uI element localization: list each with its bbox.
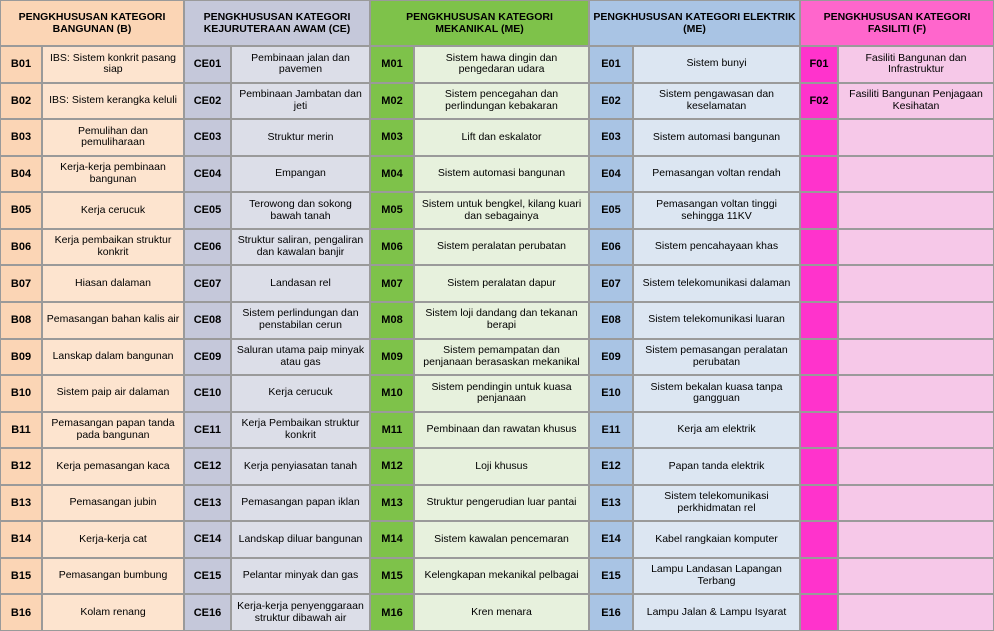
row-code: B09	[0, 339, 42, 376]
row-description: Pemasangan voltan rendah	[633, 156, 800, 193]
row-description: Sistem loji dandang dan tekanan berapi	[414, 302, 589, 339]
table-row	[800, 448, 994, 485]
row-description: Pembinaan Jambatan dan jeti	[231, 83, 370, 120]
row-description: Landskap diluar bangunan	[231, 521, 370, 558]
table-row	[800, 302, 994, 339]
table-row	[184, 521, 370, 558]
category-group-elektrik	[589, 0, 800, 631]
row-description	[838, 339, 994, 376]
row-code: CE05	[184, 192, 231, 229]
row-description: Struktur pengerudian luar pantai	[414, 485, 589, 522]
table-row	[184, 229, 370, 266]
row-description: Papan tanda elektrik	[633, 448, 800, 485]
table-row	[800, 229, 994, 266]
table-row	[184, 46, 370, 83]
rows-kejuruteraan-awam	[184, 46, 370, 631]
table-row	[800, 46, 994, 83]
row-code: CE10	[184, 375, 231, 412]
table-row	[0, 302, 184, 339]
row-description: Sistem pendingin untuk kuasa penjanaan	[414, 375, 589, 412]
row-description: Sistem telekomunikasi dalaman	[633, 265, 800, 302]
table-row	[184, 558, 370, 595]
row-description: Terowong dan sokong bawah tanah	[231, 192, 370, 229]
row-code: CE13	[184, 485, 231, 522]
row-code: M10	[370, 375, 414, 412]
row-description: Pemulihan dan pemuliharaan	[42, 119, 184, 156]
row-description: Struktur saliran, pengaliran dan kawalan banjir	[231, 229, 370, 266]
row-code	[800, 119, 838, 156]
table-row	[589, 375, 800, 412]
row-description	[838, 375, 994, 412]
row-description: Kerja cerucuk	[231, 375, 370, 412]
row-code: E13	[589, 485, 633, 522]
row-code: E15	[589, 558, 633, 595]
table-row	[370, 83, 589, 120]
row-code: E14	[589, 521, 633, 558]
row-code: CE07	[184, 265, 231, 302]
row-description: Sistem perlindungan dan penstabilan cerun	[231, 302, 370, 339]
row-description: Sistem pemasangan peralatan perubatan	[633, 339, 800, 376]
row-code: M11	[370, 412, 414, 449]
row-code: CE04	[184, 156, 231, 193]
table-row	[0, 83, 184, 120]
row-code	[800, 521, 838, 558]
table-row	[370, 46, 589, 83]
row-code: CE02	[184, 83, 231, 120]
row-description	[838, 521, 994, 558]
row-description: Struktur merin	[231, 119, 370, 156]
table-row	[370, 302, 589, 339]
table-row	[370, 265, 589, 302]
row-description: Pelantar minyak dan gas	[231, 558, 370, 595]
row-code	[800, 485, 838, 522]
row-code: B05	[0, 192, 42, 229]
table-row	[184, 265, 370, 302]
row-code	[800, 192, 838, 229]
table-row	[589, 339, 800, 376]
table-row	[800, 485, 994, 522]
row-description: Sistem bunyi	[633, 46, 800, 83]
row-code: E09	[589, 339, 633, 376]
table-row	[589, 521, 800, 558]
row-description: Pemasangan papan tanda pada bangunan	[42, 412, 184, 449]
row-description: Pembinaan dan rawatan khusus	[414, 412, 589, 449]
row-code: E11	[589, 412, 633, 449]
row-code: CE15	[184, 558, 231, 595]
row-code: M08	[370, 302, 414, 339]
row-description: Pemasangan papan iklan	[231, 485, 370, 522]
table-row	[184, 448, 370, 485]
row-description	[838, 412, 994, 449]
row-code: CE06	[184, 229, 231, 266]
row-description: Sistem telekomunikasi perkhidmatan rel	[633, 485, 800, 522]
row-description: Lift dan eskalator	[414, 119, 589, 156]
row-description: Kren menara	[414, 594, 589, 631]
row-description: Kelengkapan mekanikal pelbagai	[414, 558, 589, 595]
rows-elektrik	[589, 46, 800, 631]
row-code	[800, 339, 838, 376]
table-row	[800, 412, 994, 449]
row-description	[838, 558, 994, 595]
row-description: Pemasangan voltan tinggi sehingga 11KV	[633, 192, 800, 229]
row-code: M12	[370, 448, 414, 485]
row-description: Kolam renang	[42, 594, 184, 631]
row-code: E07	[589, 265, 633, 302]
table-row	[0, 229, 184, 266]
row-description: Sistem automasi bangunan	[414, 156, 589, 193]
row-code: E12	[589, 448, 633, 485]
row-code: E01	[589, 46, 633, 83]
rows-bangunan	[0, 46, 184, 631]
row-code: CE16	[184, 594, 231, 631]
row-code: CE09	[184, 339, 231, 376]
row-description	[838, 302, 994, 339]
row-description: Kerja penyiasatan tanah	[231, 448, 370, 485]
category-group-fasiliti	[800, 0, 994, 631]
table-row	[370, 156, 589, 193]
row-description	[838, 119, 994, 156]
row-description: Pemasangan bumbung	[42, 558, 184, 595]
table-row	[0, 485, 184, 522]
row-code: M06	[370, 229, 414, 266]
table-row	[589, 412, 800, 449]
table-row	[589, 192, 800, 229]
row-code: F02	[800, 83, 838, 120]
table-row	[800, 192, 994, 229]
row-description: Kabel rangkaian komputer	[633, 521, 800, 558]
row-description: Hiasan dalaman	[42, 265, 184, 302]
row-description	[838, 265, 994, 302]
table-row	[0, 521, 184, 558]
table-row	[800, 521, 994, 558]
row-description: Sistem peralatan dapur	[414, 265, 589, 302]
table-row	[370, 521, 589, 558]
table-row	[800, 558, 994, 595]
row-code: M13	[370, 485, 414, 522]
row-code: E10	[589, 375, 633, 412]
table-row	[184, 412, 370, 449]
row-code	[800, 229, 838, 266]
table-row	[589, 119, 800, 156]
table-row	[0, 558, 184, 595]
group-header-kejuruteraan-awam: PENGKHUSUSAN KATEGORI KEJURUTERAAN AWAM (CE)	[184, 0, 370, 46]
table-row	[370, 339, 589, 376]
group-header-fasiliti: PENGKHUSUSAN KATEGORI FASILITI (F)	[800, 0, 994, 46]
row-description: Kerja-kerja cat	[42, 521, 184, 558]
row-description: Sistem hawa dingin dan pengedaran udara	[414, 46, 589, 83]
row-code: E02	[589, 83, 633, 120]
row-description	[838, 192, 994, 229]
row-description: Loji khusus	[414, 448, 589, 485]
table-row	[184, 339, 370, 376]
row-description: Kerja am elektrik	[633, 412, 800, 449]
row-code: M15	[370, 558, 414, 595]
row-description: Sistem pencahayaan khas	[633, 229, 800, 266]
row-description: Fasiliti Bangunan Penjagaan Kesihatan	[838, 83, 994, 120]
row-description: Empangan	[231, 156, 370, 193]
row-code: B01	[0, 46, 42, 83]
table-row	[370, 485, 589, 522]
table-row	[0, 375, 184, 412]
table-row	[800, 83, 994, 120]
table-row	[800, 339, 994, 376]
row-code: B12	[0, 448, 42, 485]
row-description: Lampu Landasan Lapangan Terbang	[633, 558, 800, 595]
row-code: M03	[370, 119, 414, 156]
rows-mekanikal	[370, 46, 589, 631]
row-description: Sistem bekalan kuasa tanpa gangguan	[633, 375, 800, 412]
table-row	[589, 594, 800, 631]
table-row	[0, 339, 184, 376]
row-description	[838, 156, 994, 193]
row-code: M14	[370, 521, 414, 558]
row-description: Landasan rel	[231, 265, 370, 302]
row-code: M05	[370, 192, 414, 229]
row-code: B03	[0, 119, 42, 156]
table-row	[184, 485, 370, 522]
table-row	[0, 412, 184, 449]
row-description: Sistem pencegahan dan perlindungan kebakaran	[414, 83, 589, 120]
row-code: M02	[370, 83, 414, 120]
row-code: B07	[0, 265, 42, 302]
row-description: Pemasangan jubin	[42, 485, 184, 522]
table-row	[370, 119, 589, 156]
group-header-bangunan: PENGKHUSUSAN KATEGORI BANGUNAN (B)	[0, 0, 184, 46]
row-code: CE01	[184, 46, 231, 83]
table-row	[0, 448, 184, 485]
row-code	[800, 375, 838, 412]
row-description: Kerja pemasangan kaca	[42, 448, 184, 485]
table-row	[184, 302, 370, 339]
row-code	[800, 265, 838, 302]
table-row	[589, 485, 800, 522]
row-description: Sistem automasi bangunan	[633, 119, 800, 156]
row-code: M01	[370, 46, 414, 83]
row-code	[800, 448, 838, 485]
row-code: E04	[589, 156, 633, 193]
table-row	[370, 558, 589, 595]
row-code: M09	[370, 339, 414, 376]
table-row	[800, 265, 994, 302]
table-row	[184, 83, 370, 120]
row-description: Pembinaan jalan dan pavemen	[231, 46, 370, 83]
row-code: B06	[0, 229, 42, 266]
table-row	[589, 302, 800, 339]
table-row	[589, 156, 800, 193]
row-code: B13	[0, 485, 42, 522]
row-code: B16	[0, 594, 42, 631]
row-description: Kerja Pembaikan struktur konkrit	[231, 412, 370, 449]
category-group-bangunan	[0, 0, 184, 631]
row-code: M07	[370, 265, 414, 302]
category-group-kejuruteraan-awam	[184, 0, 370, 631]
row-code: B14	[0, 521, 42, 558]
table-row	[589, 46, 800, 83]
row-code: CE08	[184, 302, 231, 339]
row-description	[838, 485, 994, 522]
table-row	[0, 156, 184, 193]
table-row	[184, 192, 370, 229]
row-description: Kerja pembaikan struktur konkrit	[42, 229, 184, 266]
row-code: B10	[0, 375, 42, 412]
row-description	[838, 594, 994, 631]
row-code: CE11	[184, 412, 231, 449]
row-description: IBS: Sistem kerangka keluli	[42, 83, 184, 120]
row-code: E03	[589, 119, 633, 156]
row-description: Sistem pemampatan dan penjanaan berasaskan mekanikal	[414, 339, 589, 376]
row-code: B04	[0, 156, 42, 193]
row-code	[800, 302, 838, 339]
row-code	[800, 156, 838, 193]
row-description: Kerja cerucuk	[42, 192, 184, 229]
table-row	[370, 192, 589, 229]
table-row	[589, 229, 800, 266]
row-code: CE12	[184, 448, 231, 485]
row-description: Sistem peralatan perubatan	[414, 229, 589, 266]
table-row	[370, 412, 589, 449]
row-code: E06	[589, 229, 633, 266]
row-code: B15	[0, 558, 42, 595]
table-row	[0, 46, 184, 83]
table-row	[800, 375, 994, 412]
row-description: Sistem paip air dalaman	[42, 375, 184, 412]
table-row	[589, 83, 800, 120]
row-description: Kerja-kerja penyenggaraan struktur dibawah air	[231, 594, 370, 631]
row-description: IBS: Sistem konkrit pasang siap	[42, 46, 184, 83]
table-row	[370, 594, 589, 631]
row-description: Lanskap dalam bangunan	[42, 339, 184, 376]
table-row	[800, 594, 994, 631]
row-description: Sistem untuk bengkel, kilang kuari dan sebagainya	[414, 192, 589, 229]
category-group-mekanikal	[370, 0, 589, 631]
row-code	[800, 594, 838, 631]
row-code: B08	[0, 302, 42, 339]
row-code: E08	[589, 302, 633, 339]
row-description: Sistem pengawasan dan keselamatan	[633, 83, 800, 120]
table-row	[0, 265, 184, 302]
table-row	[184, 156, 370, 193]
row-code: CE14	[184, 521, 231, 558]
row-code: B02	[0, 83, 42, 120]
table-row	[800, 156, 994, 193]
table-row	[184, 594, 370, 631]
table-row	[0, 192, 184, 229]
table-row	[370, 448, 589, 485]
row-code: E05	[589, 192, 633, 229]
row-code: B11	[0, 412, 42, 449]
row-description: Saluran utama paip minyak atau gas	[231, 339, 370, 376]
row-description: Fasiliti Bangunan dan Infrastruktur	[838, 46, 994, 83]
row-description: Sistem kawalan pencemaran	[414, 521, 589, 558]
row-description: Pemasangan bahan kalis air	[42, 302, 184, 339]
row-description: Sistem telekomunikasi luaran	[633, 302, 800, 339]
row-description	[838, 448, 994, 485]
group-header-mekanikal: PENGKHUSUSAN KATEGORI MEKANIKAL (ME)	[370, 0, 589, 46]
row-description: Kerja-kerja pembinaan bangunan	[42, 156, 184, 193]
row-code: M16	[370, 594, 414, 631]
rows-fasiliti	[800, 46, 994, 631]
table-row	[0, 594, 184, 631]
row-code: M04	[370, 156, 414, 193]
row-code: F01	[800, 46, 838, 83]
table-row	[589, 448, 800, 485]
row-code	[800, 412, 838, 449]
table-row	[184, 375, 370, 412]
table-row	[370, 375, 589, 412]
table-row	[589, 558, 800, 595]
table-row	[184, 119, 370, 156]
table-row	[370, 229, 589, 266]
table-row	[589, 265, 800, 302]
row-description: Lampu Jalan & Lampu Isyarat	[633, 594, 800, 631]
group-header-elektrik: PENGKHUSUSAN KATEGORI ELEKTRIK (ME)	[589, 0, 800, 46]
table-row	[800, 119, 994, 156]
table-row	[0, 119, 184, 156]
row-code: E16	[589, 594, 633, 631]
row-code: CE03	[184, 119, 231, 156]
row-description	[838, 229, 994, 266]
row-code	[800, 558, 838, 595]
